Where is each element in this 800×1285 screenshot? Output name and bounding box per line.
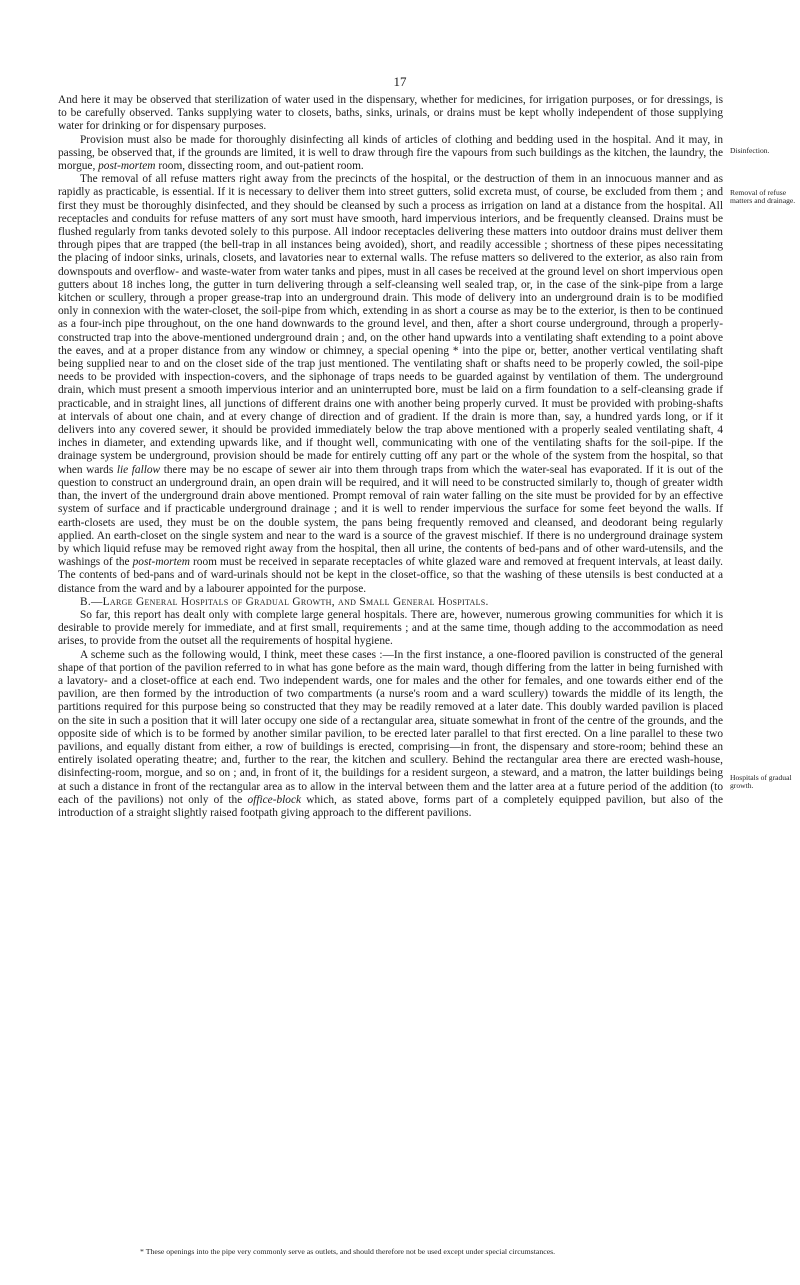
paragraph-sterilization: And here it may be observed that sterilization of water used in the dispensary, whether for medicines, for irrigation purposes, or for dressings, is to be carefully observed. Tanks supplying water to closets, baths, sinks, urinals, or drains must be kept wholly independent of those supplying water for drinking or for dispensary purposes.	[58, 94, 723, 133]
text-segment: which, as stated above, forms part of a completely equipped pavilion, but also of the introduction of a straight slightly raised footpath giving approach to the different pavilions.	[58, 793, 723, 819]
text-segment: Provision must also be made for thoroughly disinfecting all kinds of articles of clothing and bedding used in the hospital. And it may, in passing, be observed that, if the grounds are limited, it is well to draw through fire the vapours from such buildings as the kitchen, the laundry, the morgue,	[58, 133, 723, 173]
text-segment: room, dissecting room, and out-patient room.	[155, 160, 364, 173]
body-text	[58, 94, 723, 820]
italic-term: post-mortem	[98, 160, 156, 173]
text-segment: room must be received in separate receptacles of white glazed ware and removed at frequent intervals, at least daily. The contents of bed-pans and of ward-urinals should not be kept in the closet-office, so that the washing of these utensils is best conducted at a distance from the ward and by a labourer appointed for the purpose.	[58, 556, 723, 595]
paragraph-growing-communities: So far, this report has dealt only with complete large general hospitals. There are, however, numerous growing communities for which it is desirable to provide merely for immediate, and at first small, requirements ; and at the same time, though adding to the accommodation as need arises, to provide from the outset all the requirements of hospital hygiene.	[58, 608, 723, 648]
page-number: 17	[393, 74, 407, 89]
italic-term: office-block	[247, 793, 302, 806]
paragraph-disinfection	[58, 134, 723, 174]
italic-term: lie fallow	[116, 463, 161, 476]
margin-note-hospitals-gradual-growth: Hospitals of gradual growth.	[730, 773, 792, 791]
footnote: * These openings into the pipe very commonly serve as outlets, and should therefore not be used except under special circumstances.	[140, 1247, 556, 1256]
margin-note-removal-of-refuse: Removal of refuse matters and drainage.	[730, 188, 796, 206]
text-segment: The removal of all refuse matters right away from the precincts of the hospital, or the destruction of them in an innocuous manner and as rapidly as practicable, is essential. If it is necessary to deliver them into street gutters, solid excreta must, of course, be excluded from them ; and first they must be thoroughly disinfected, and they should be cleansed by such a process as irrigation on land at a distance from the hospital. All receptacles and conduits for refuse matters of any sort must have smooth, hard impervious interiors, and be frequently cleansed. Drains must be flushed regularly from tanks devoted solely to this purpose. All indoor receptacles delivering these matters into outdoor drains must deliver them through pipes that are trapped (the bell-trap in all instances being avoided), short, and readily accessible ; shortness of these pipes necessitating the placing of indoor sinks, urinals, closets, and lavatories near to external walls. The refuse matters so delivered to the exterior, as also rain from downspouts and overflow- and waste-water from water tanks and pipes, must in all cases be received at the ground level on short impervious open gutters about 18 inches long, the gutter in turn delivering through a self-cleansing well sealed trap, or, in the case of the sink-pipe from a large kitchen or scullery, through a proper grease-trap into an underground drain. This mode of delivery into an underground drain is to be modified only in connexion with the water-closet, the soil-pipe from which, extending in as short a course as may be to the exterior, is then to be continued as a four-inch pipe throughout, on the one hand downwards to the ground level, and then, after a short course underground, through a properly-constructed trap into the above-mentioned underground drain ; and, on the other hand upwards into a ventilating shaft extending to a point above the eaves, and at a proper distance from any window or chimney, a special opening * into the pipe or, better, another vertical ventilating shaft being supplied near to and on the closet side of the trap just mentioned. The ventilating shaft or shafts need to be properly cowled, the soil-pipe needs to be provided with inspection-covers, and the siphonage of traps needs to be guarded against by ventilation of them. The underground drain, which must present a smooth impervious interior and an uninterrupted bore, must be laid on a firm foundation to a self-cleansing grade if practicable, and in straight lines, all junctions of different drains one with another being properly curved. It must be provided with probing-shafts at intervals of about one chain, and at every change of direction and of gradient. If the drain is more than, say, a hundred yards long, or if it delivers into any covered sewer, it should be provided immediately below the trap above mentioned with a properly sealed ventilating shaft, 4 inches in diameter, and extending upwards like, and if thought well, communicating with one of the ventilating shafts for the soil-pipe. If the drainage system be underground, provision should be made for entirely cutting off any part or the whole of the system from the hospital, so that when wards	[58, 173, 723, 476]
margin-note-disinfection: Disinfection.	[730, 146, 770, 155]
text-segment: A scheme such as the following would, I think, meet these cases :—In the first instance, a one-floored pavilion is constructed of the general shape of that portion of the pavilion referred to in what has gone before as the main ward, though differing from the latter in being furnished with a lavatory- and a closet-office at each end. Two independent wards, one for males and the other for females, and one towards either end of the pavilion, are then formed by the introduction of two compartments (a nurse's room and a ward scullery) towards the middle of its length, the partitions required for this purpose being so constructed that they may be readily removed at a later date. This doubly warded pavilion is placed on the site in such a position that it will later occupy one side of a rectangular area, situate somewhat in front of the centre of the grounds, and the opposite side of which is to be formed by another similar pavilion, to be erected later parallel to that first erected. On a line parallel to these two pavilions, and equally distant from either, a row of buildings is erected, comprising—in front, the dispensary and store-room; behind these an entirely isolated operating theatre; and, further to the rear, the kitchen and scullery. Behind the rectangular area there are erected wash-house, disinfecting-room, morgue, and so on ; and, in front of it, the buildings for a resident surgeon, a steward, and a matron, the latter buildings being at such a distance in front of the rectangular area as to allow in the interval between them and the latter area at a future period of the addition (to each of the pavilions) not only of the	[58, 648, 723, 806]
section-heading-b: B.—Large General Hospitals of Gradual Growth, and Small General Hospitals.	[80, 595, 489, 608]
paragraph-scheme	[58, 649, 723, 821]
paragraph-refuse-removal	[58, 173, 723, 596]
text-segment: there may be no escape of sewer air into them through traps from which the water-seal has evaporated. If it is out of the question to construct an underground drain, an open drain will be required, and it will need to be constructed similarly to, though of greater width than, the invert of the underground drain above mentioned. Prompt removal of rain water falling on the site must be provided for by an effective system of surface and if practicable underground drainage ; and it is well to render impervious the surface for some feet beyond the walls. If earth-closets are used, they must be on the double system, the pans being frequently removed and cleansed, and deodorant being regularly applied. An earth-closet on the single system and near to the ward is a source of the gravest mischief. If there is no underground drainage system by which liquid refuse may be removed right away from the hospital, then all urine, the contents of bed-pans and of other ward-utensils, and the washings of the	[58, 463, 723, 569]
italic-term: post-mortem	[132, 556, 190, 569]
